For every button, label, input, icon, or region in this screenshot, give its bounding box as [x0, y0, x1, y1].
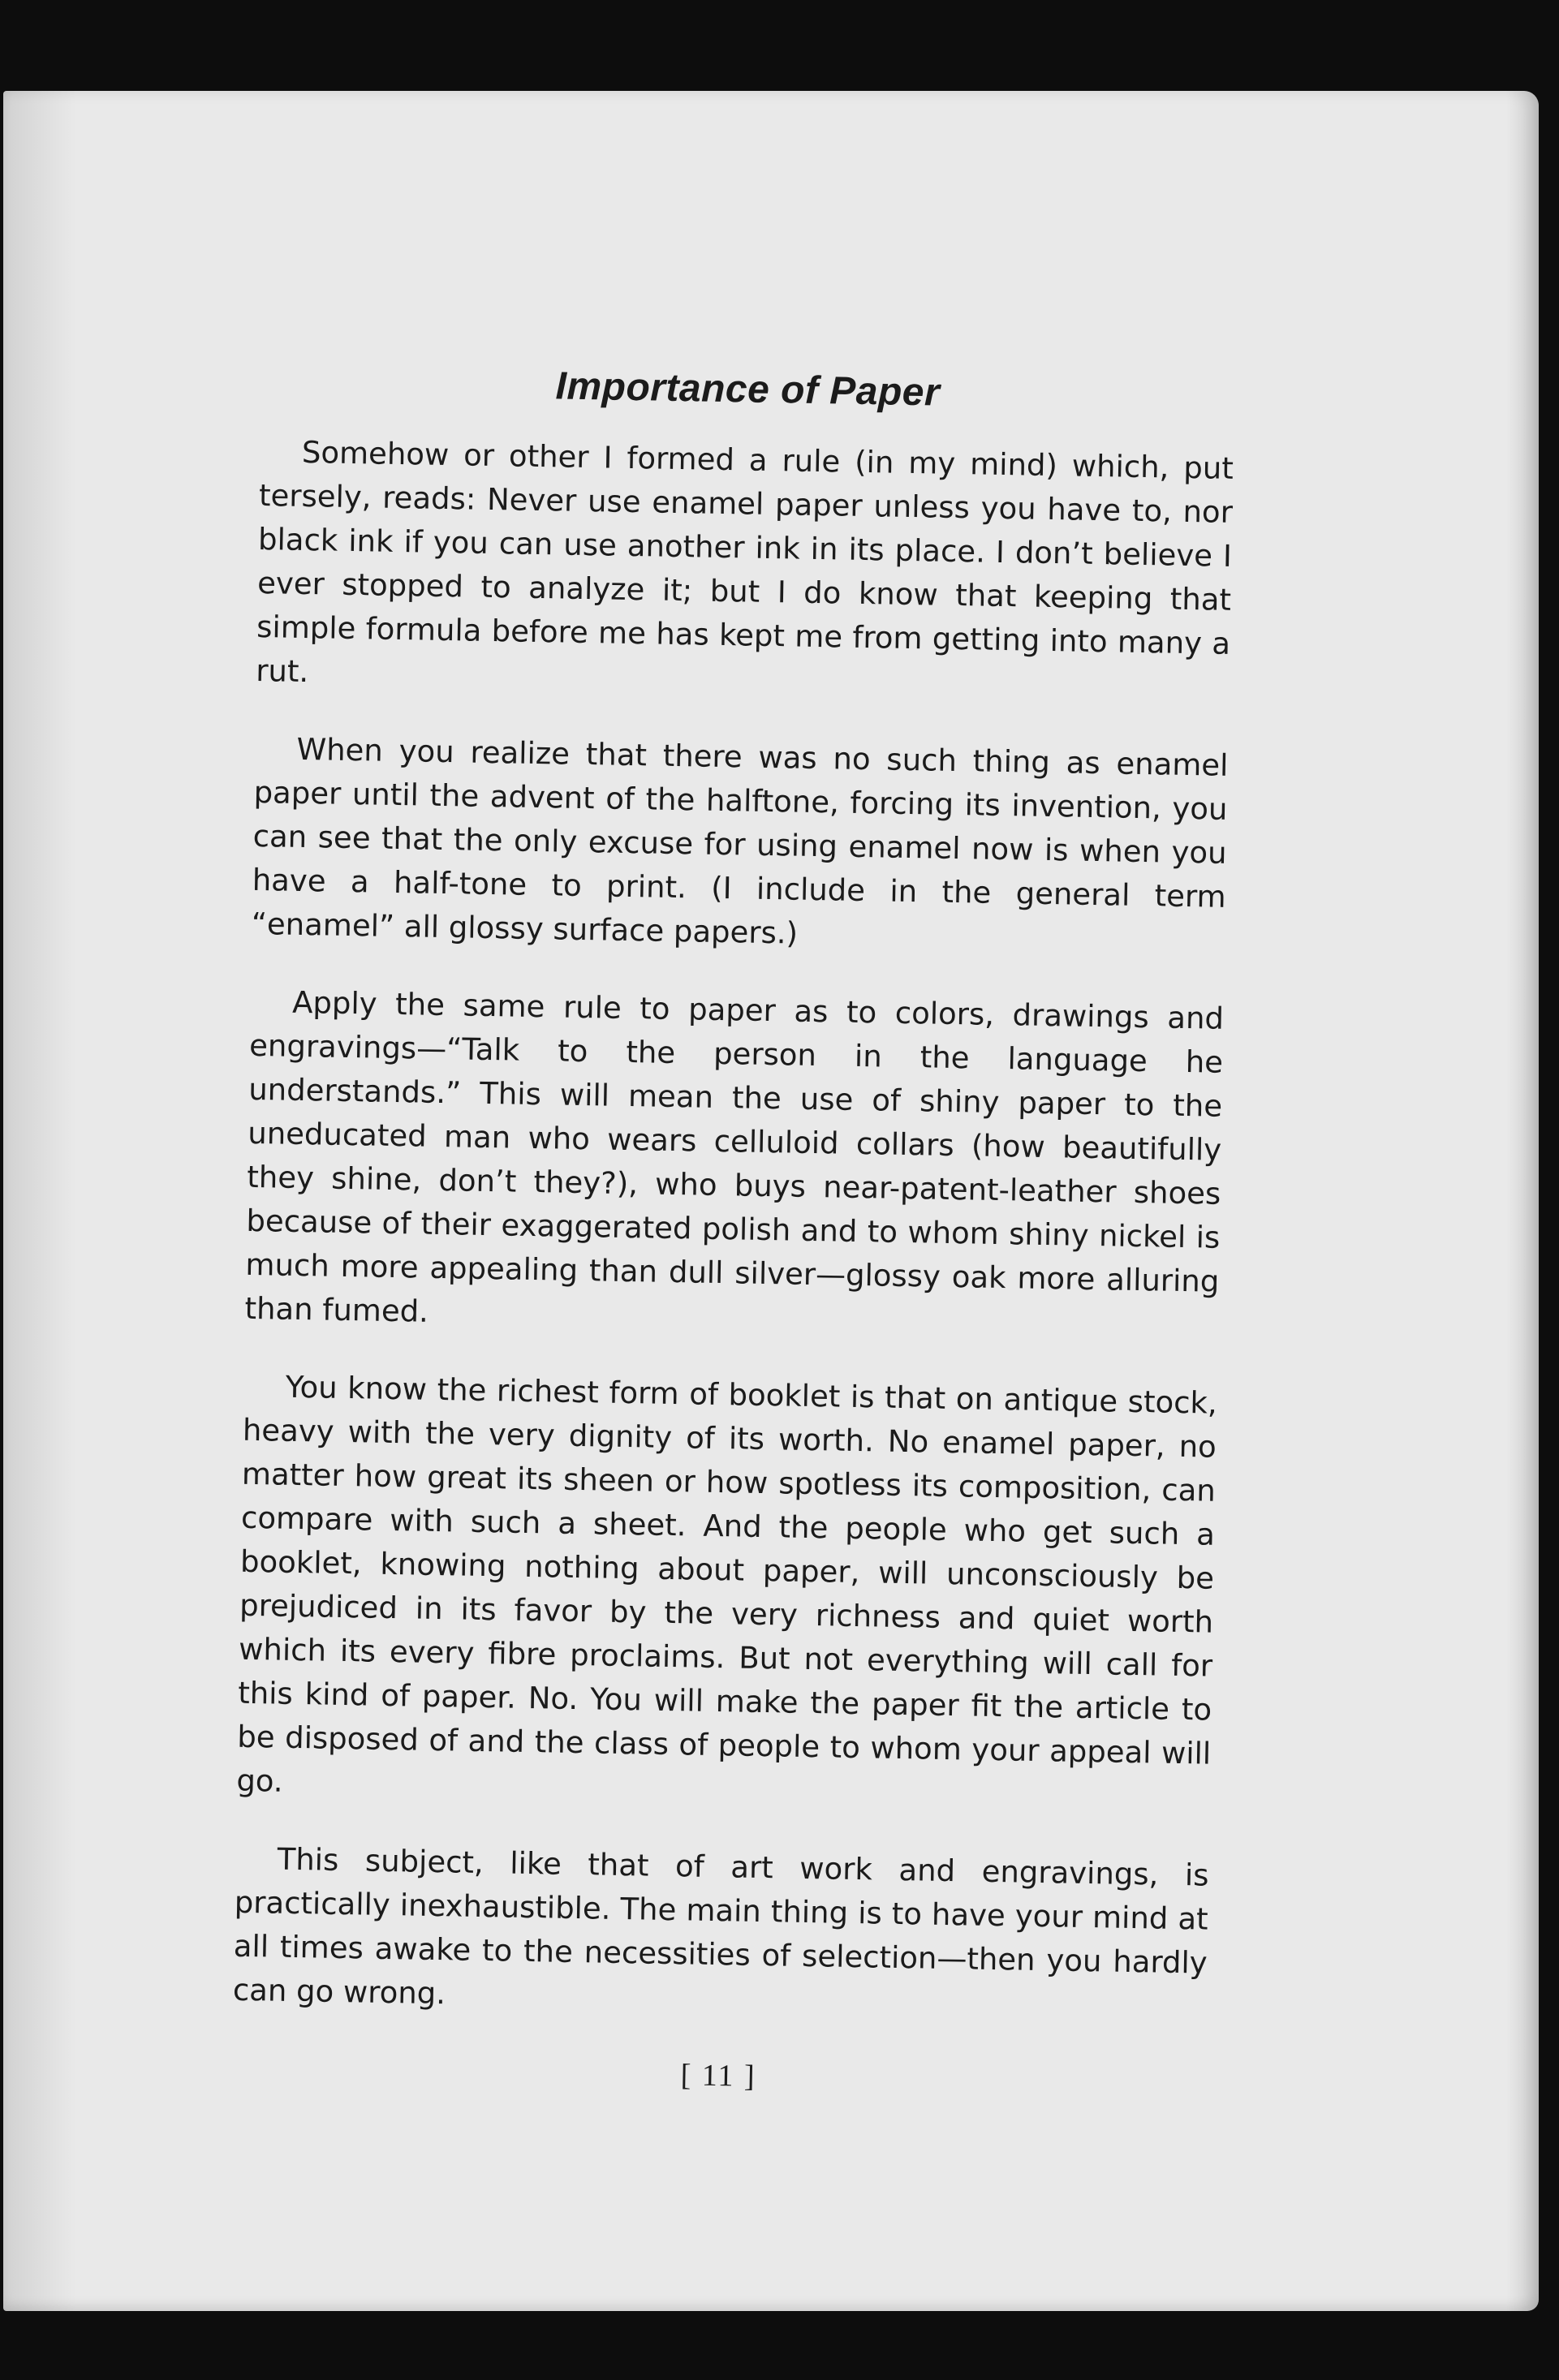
paragraph-1: Somehow or other I formed a rule (in my mind) which, put tersely, reads: Never use enamel paper unless you have to, nor black ink if you can use another ink in its place. I don’t believe I ever stopped to analyze it; but I do know that keeping that simple formula before me has kept me from getting into many a rut. — [255, 434, 1234, 690]
page-text-block — [231, 359, 1235, 2104]
page-number: [ 11 ] — [680, 2058, 756, 2094]
paragraph-4: You know the richest form of booklet is that on antique stock, heavy with the very dignity of its worth. No enamel paper, no matter how great its sheen or how spotless its composition, can compare with such a sheet. And the people who get such a booklet, knowing nothing about paper, will unconsciously be prejudiced in its favor by the very richness and quiet worth which its every fibre proclaims. But not everything will call for this kind of paper. No. You will make the paper fit the article to be disposed of and the class of people to whom your appeal will go. — [236, 1369, 1218, 1799]
paragraph-5: This subject, like that of art work and engravings, is practically inexhaustible. The main thing is to have your mind at all times awake to the necessities of selection—then you hardly can go wrong. — [232, 1841, 1209, 2012]
page-title: Importance of Paper — [555, 364, 941, 415]
paragraph-3: Apply the same rule to paper as to colors, drawings and engravings—“Talk to the person in the language he understands.” This will mean the use of shiny paper to the uneducated man who wears celluloid collars (how beautifully they shine, don’t they?), who buys near-patent-leather shoes because of their exaggerated polish and to whom shiny nickel is much more appealing than dull silver—glossy oak more alluring than fumed. — [244, 984, 1225, 1329]
book-page — [3, 91, 1539, 2311]
paragraph-2: When you realize that there was no such thing as enamel paper until the advent of the halftone, forcing its invention, you can see that the only excuse for using enamel now is when you have a half-tone to print. (I include in the general term “enamel” all glossy surface papers.) — [251, 731, 1229, 951]
